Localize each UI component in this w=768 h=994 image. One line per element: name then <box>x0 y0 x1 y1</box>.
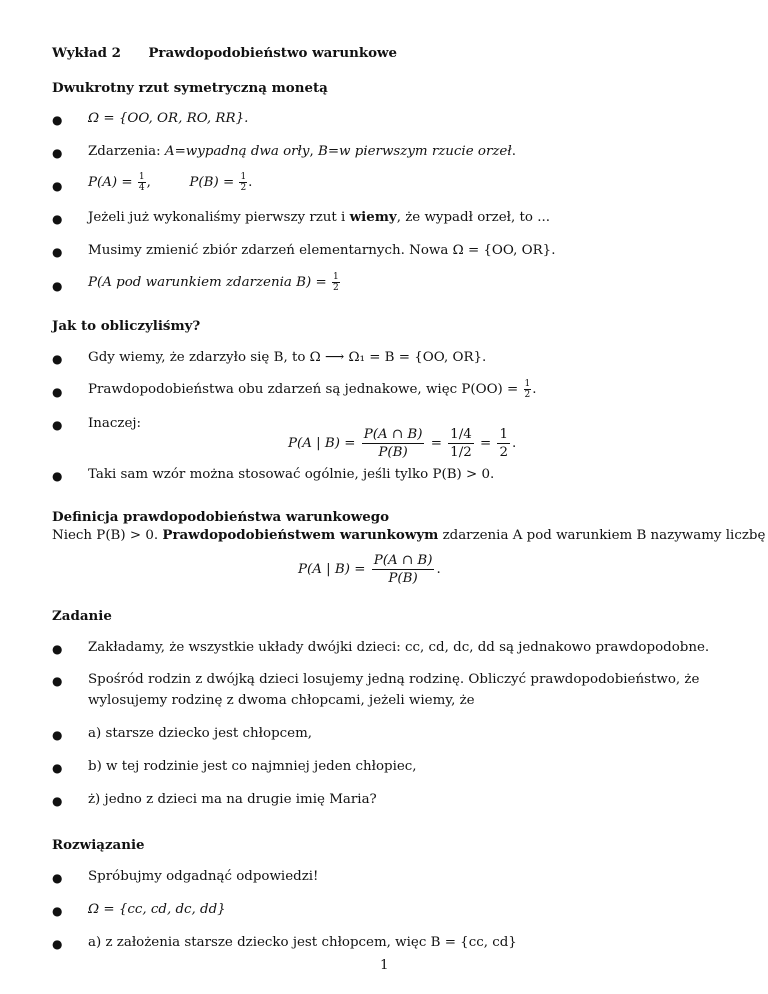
equation-definition: P(A | B) = $\frac{P(A \cap B)}{P(B)}$ . <box>298 553 441 586</box>
list-item: Zakładamy, że wszystkie układy dwójki dzieci: cc, cd, dc, dd są jednakowo prawdopodobne. <box>88 640 710 655</box>
fraction: $\frac{1}{4}$ <box>138 172 145 193</box>
bullet: ● <box>52 352 63 366</box>
list-item: Taki sam wzór można stosować ogólnie, jeśli tylko P(B) > 0. <box>88 467 495 482</box>
bullet: ● <box>52 728 63 742</box>
list-item: Jeżeli już wykonaliśmy pierwszy rzut i wiemy, że wypadł orzeł, to ... <box>88 209 550 225</box>
bullet: ● <box>52 904 63 918</box>
fraction: $\frac{1}{2}$ <box>240 172 247 193</box>
fraction: $\frac{P(A \cap B)}{P(B)}$ <box>363 427 423 460</box>
list-item: a) z założenia starsze dziecko jest chłopcem, więc B = {cc, cd} <box>88 935 517 950</box>
section-title-solution: Rozwiązanie <box>52 837 145 853</box>
list-item: b) w tej rodzinie jest co najmniej jeden chłopiec, <box>88 759 417 774</box>
list-item: Gdy wiemy, że zdarzyło się B, to Ω ⟶ Ω₁ = B = {OO, OR}. <box>88 350 487 365</box>
bullet: ● <box>52 418 63 432</box>
list-item: Inaczej: <box>88 416 142 431</box>
list-item: a) starsze dziecko jest chłopcem, <box>88 726 313 741</box>
bullet: ● <box>52 937 63 951</box>
definition-text: Niech P(B) > 0. Prawdopodobieństwem warunkowym zdarzenia A pod warunkiem B nazywamy liczbę <box>52 527 766 543</box>
lecture-topic: Prawdopodobieństwo warunkowe <box>148 45 398 61</box>
section-title-definition: Definicja prawdopodobieństwa warunkowego <box>52 509 390 525</box>
list-item: Spróbujmy odgadnąć odpowiedzi! <box>88 869 319 884</box>
list-item: P(A) = $\frac{1}{4}$ , P(B) = $\frac{1}{2}$ . <box>88 172 253 193</box>
fraction: $\frac{1}{2}$ <box>524 379 531 400</box>
list-item: Ω = {cc, cd, dc, dd} <box>88 902 226 917</box>
bullet: ● <box>52 794 63 808</box>
list-item: Ω = {OO, OR, RO, RR}. <box>88 111 249 126</box>
fraction: $\frac{P(A \cap B)}{P(B)}$ <box>373 553 433 586</box>
bullet: ● <box>52 179 63 193</box>
lecture-number: Wykład 2 <box>52 45 121 61</box>
equation-conditional: P(A | B) = $\frac{P(A \cap B)}{P(B)}$ = $\frac{1/4}{1/2}$ = $\frac{1}{2}$ . <box>288 427 517 460</box>
lecture-header <box>52 45 397 61</box>
page-number: 1 <box>380 958 389 973</box>
bullet: ● <box>52 469 63 483</box>
list-item: Musimy zmienić zbiór zdarzeń elementarnych. Nowa Ω = {OO, OR}. <box>88 243 556 258</box>
bullet: ● <box>52 761 63 775</box>
fraction: $\frac{1}{2}$ <box>499 427 508 460</box>
section-title-task: Zadanie <box>52 608 112 624</box>
fraction: $\frac{1/4}{1/2}$ <box>450 427 472 460</box>
bullet: ● <box>52 279 63 293</box>
bullet: ● <box>52 385 63 399</box>
bullet: ● <box>52 146 63 160</box>
section-title-how: Jak to obliczyliśmy? <box>52 318 201 334</box>
list-item: ż) jedno z dzieci ma na drugie imię Maria? <box>88 792 377 807</box>
bullet: ● <box>52 871 63 885</box>
bullet: ● <box>52 113 63 127</box>
list-item: Zdarzenia: A=wypadną dwa orły, B=w pierwszym rzucie orzeł. <box>88 144 516 159</box>
list-item: Spośród rodzin z dwójką dzieci losujemy jedną rodzinę. Obliczyć prawdopodobieństwo, że wylosujemy rodzinę z dwoma chłopcami, jeżeli wiemy, że <box>88 672 700 708</box>
bullet: ● <box>52 245 63 259</box>
fraction: $\frac{1}{2}$ <box>332 272 339 293</box>
list-item: Prawdopodobieństwa obu zdarzeń są jednakowe, więc P(OO) = $\frac{1}{2}$ . <box>88 379 537 400</box>
bullet: ● <box>52 674 63 688</box>
list-item: P(A pod warunkiem zdarzenia B) = $\frac{1}{2}$ <box>88 272 339 293</box>
bullet: ● <box>52 642 63 656</box>
section-title-coin: Dwukrotny rzut symetryczną monetą <box>52 80 328 96</box>
bullet: ● <box>52 212 63 226</box>
